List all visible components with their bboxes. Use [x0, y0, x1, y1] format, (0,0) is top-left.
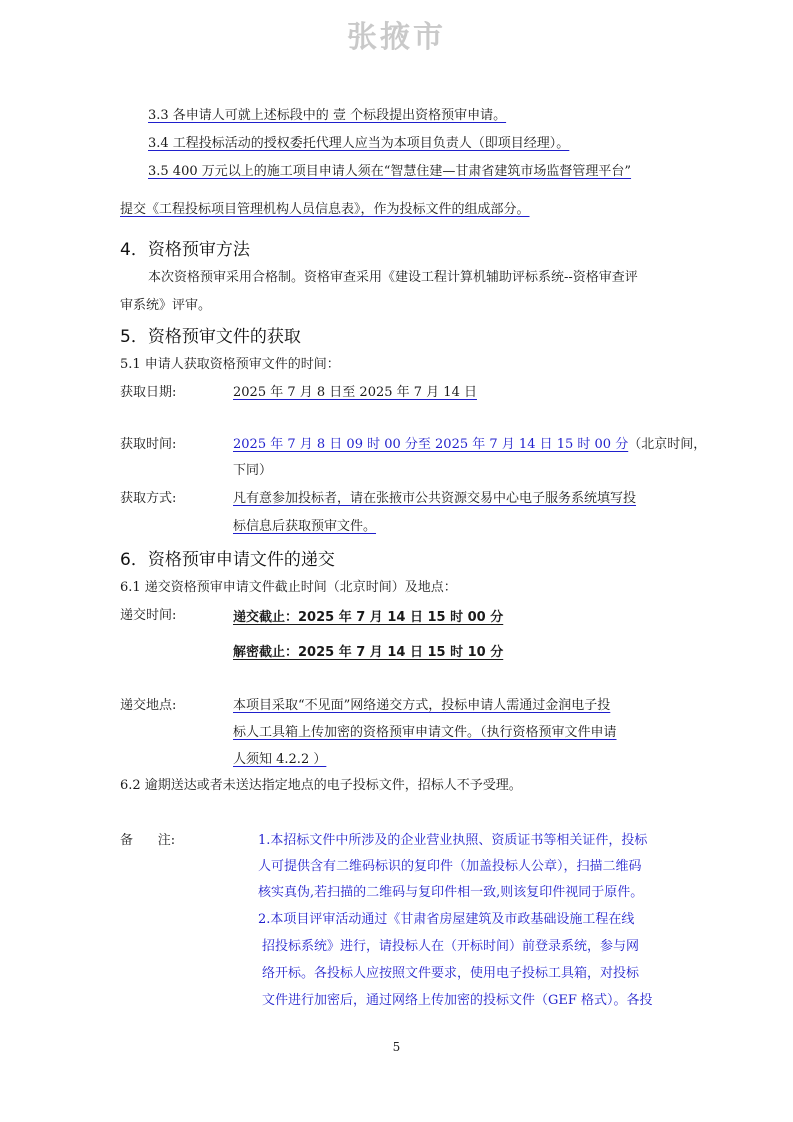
obtain-method-line1: 凡有意参加投标者，请在张掖市公共资源交易中心电子服务系统填写投 — [233, 491, 637, 506]
note-2-line2: 招投标系统》进行，请投标人在（开标时间）前登录系统，参与网 — [262, 939, 640, 954]
submit-time-label: 递交时间: — [120, 608, 177, 623]
submit-place-line2: 标人工具箱上传加密的资格预审申请文件。（执行资格预审文件申请 — [233, 725, 617, 740]
section-6-2: 6.2 逾期送达或者未送达指定地点的电子投标文件，招标人不予受理。 — [120, 778, 522, 793]
clause-3-3: 3.3 各申请人可就上述标段中的 壹 个标段提出资格预审申请。 — [148, 108, 507, 123]
section-4-text-line1: 本次资格预审采用合格制。资格审查采用《建设工程计算机辅助评标系统--资格审查评 — [148, 270, 638, 285]
watermark: 张掖市 — [347, 20, 446, 55]
section-4-text-line2: 审系统》评审。 — [120, 298, 212, 313]
obtain-date-value: 2025 年 7 月 8 日至 2025 年 7 月 14 日 — [233, 385, 477, 400]
obtain-method-label: 获取方式: — [120, 491, 177, 506]
obtain-method-line2: 标信息后获取预审文件。 — [233, 519, 377, 534]
note-2-line3: 络开标。各投标人应按照文件要求，使用电子投标工具箱，对投标 — [262, 966, 640, 981]
page-number: 5 — [392, 1040, 401, 1054]
note-1-line3: 核实真伪,若扫描的二维码与复印件相一致,则该复印件视同于原件。 — [258, 885, 644, 900]
note-2-line1: 2.本项目评审活动通过《甘肃省房屋建筑及市政基础设施工程在线 — [258, 912, 635, 927]
clause-3-4: 3.4 工程投标活动的授权委托代理人应当为本项目负责人（即项目经理）。 — [148, 136, 570, 151]
note-2-line4: 文件进行加密后，通过网络上传加密的投标文件（GEF 格式）。各投 — [262, 993, 653, 1008]
obtain-date-label: 获取日期: — [120, 385, 177, 400]
clause-3-5-line2: 提交《工程投标项目管理机构人员信息表》，作为投标文件的组成部分。 — [120, 202, 530, 217]
clause-3-5-line1: 3.5 400 万元以上的施工项目申请人须在“智慧住建—甘肃省建筑市场监督管理平台” — [148, 164, 632, 179]
obtain-time-label: 获取时间: — [120, 437, 177, 452]
note-1-line2: 人可提供含有二维码标识的复印件（加盖投标人公章），扫描二维码 — [258, 859, 642, 874]
submit-place-label: 递交地点: — [120, 698, 177, 713]
notes-label: 备 注: — [120, 833, 176, 848]
obtain-time-suffix: （北京时间， — [628, 437, 707, 452]
submit-place-line1: 本项目采取“不见面”网络递交方式，投标申请人需通过金润电子投 — [233, 698, 611, 713]
obtain-time-line2: 下同） — [233, 463, 273, 478]
submit-deadline: 递交截止：2025 年 7 月 14 日 15 时 00 分 — [233, 610, 504, 625]
section-5-1: 5.1 申请人获取资格预审文件的时间： — [120, 357, 340, 372]
submit-place-line3: 人须知 4.2.2 ） — [233, 752, 327, 767]
obtain-time-value: 2025 年 7 月 8 日 09 时 00 分至 2025 年 7 月 14 日 15 时 00 分 — [233, 437, 629, 452]
section-5-heading: 5．资格预审文件的获取 — [120, 327, 301, 347]
section-4-heading: 4．资格预审方法 — [120, 240, 250, 260]
obtain-time-line1 — [233, 433, 706, 452]
note-1-line1: 1.本招标文件中所涉及的企业营业执照、资质证书等相关证件，投标 — [258, 833, 648, 848]
section-6-heading: 6．资格预审申请文件的递交 — [120, 550, 335, 570]
section-6-1: 6.1 递交资格预审申请文件截止时间（北京时间）及地点： — [120, 580, 457, 595]
decrypt-deadline: 解密截止：2025 年 7 月 14 日 15 时 10 分 — [233, 645, 504, 660]
